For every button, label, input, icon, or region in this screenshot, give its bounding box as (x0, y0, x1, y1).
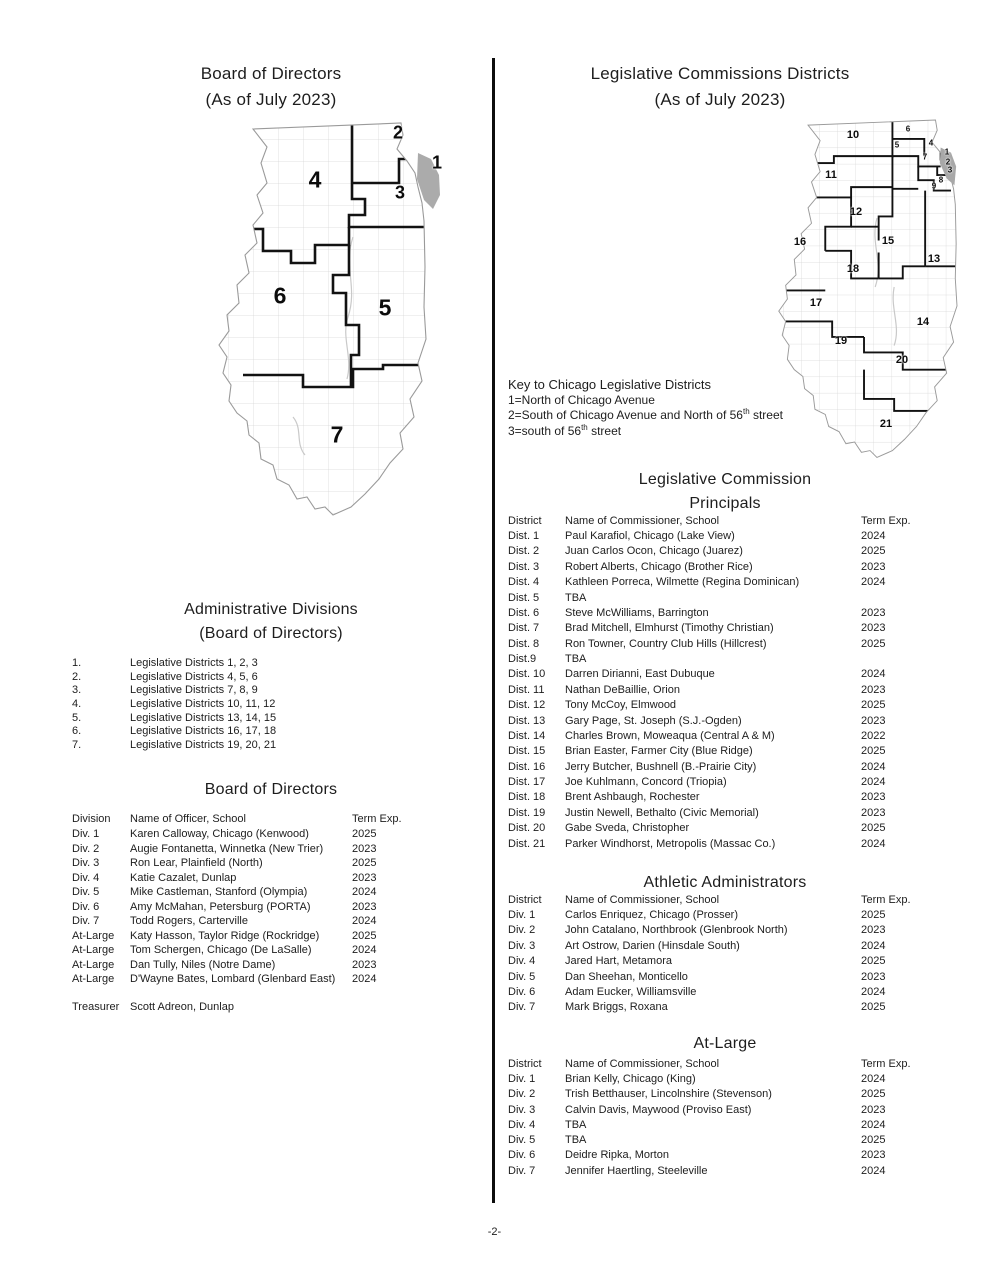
table-cell: Augie Fontanetta, Winnetka (New Trier) (130, 842, 324, 855)
right-page-subtitle: (As of July 2023) (654, 90, 786, 109)
table-cell: Div. 7 (72, 915, 100, 928)
table-cell: Ron Lear, Plainfield (North) (130, 857, 263, 870)
district-label: 18 (846, 263, 860, 275)
table-cell: 2022 (861, 729, 886, 742)
table-cell: Div. 4 (508, 955, 536, 968)
table-cell: Jared Hart, Metamora (565, 955, 672, 968)
board-table-header (72, 813, 422, 828)
column-header: Name of Commissioner, School (565, 1058, 720, 1070)
table-cell: Dist. 2 (508, 545, 540, 558)
board-of-directors-district-map (203, 117, 462, 517)
table-cell: 2024 (861, 530, 886, 542)
table-cell: 2025 (861, 955, 886, 968)
table-cell: TBA (565, 1118, 587, 1131)
table-cell: 2023 (352, 871, 377, 884)
table-cell: Justin Newell, Bethalto (Civic Memorial) (565, 806, 759, 819)
table-row (508, 1088, 921, 1103)
table-cell: Div. 1 (508, 909, 536, 921)
table-row (72, 959, 422, 974)
table-cell: Ron Towner, Country Club Hills (Hillcrest) (565, 637, 767, 650)
table-cell: Div. 4 (72, 871, 100, 884)
table-cell: Legislative Districts 16, 17, 18 (130, 725, 277, 738)
page-number: -2- (487, 1226, 502, 1238)
table-cell: Brent Ashbaugh, Rochester (565, 791, 700, 804)
table-row (508, 971, 921, 986)
chicago-key-title: Key to Chicago Legislative Districts (508, 377, 712, 392)
table-cell: 2023 (352, 958, 377, 971)
column-header: Term Exp. (352, 813, 402, 825)
table-row (508, 622, 921, 637)
district-label: 4 (308, 166, 322, 193)
table-row (508, 576, 921, 591)
table-cell: Nathan DeBaillie, Orion (565, 683, 680, 696)
table-cell: Dist. 7 (508, 622, 540, 635)
table-row (508, 668, 921, 683)
table-cell: Dist. 14 (508, 729, 546, 742)
table-cell: Dist. 10 (508, 668, 546, 681)
table-cell: 2024 (352, 944, 377, 957)
table-cell: 2025 (861, 1001, 886, 1014)
table-cell: 2025 (861, 1134, 886, 1147)
district-label: 7 (922, 152, 928, 162)
table-cell: 2023 (861, 714, 886, 727)
column-header: Division (72, 813, 111, 825)
table-cell: Dist. 21 (508, 837, 546, 850)
table-cell: 2. (72, 670, 82, 683)
board-table-title: Board of Directors (204, 781, 338, 798)
table-cell: 2023 (861, 924, 886, 937)
admin-divisions-title: Administrative Divisions (184, 601, 358, 618)
table-row (72, 843, 422, 858)
table-cell: Charles Brown, Moweaqua (Central A & M) (565, 729, 775, 742)
table-row (508, 745, 921, 760)
table-cell: Div. 6 (72, 900, 100, 913)
table-cell: Mike Castleman, Stanford (Olympia) (130, 886, 308, 899)
table-row (508, 638, 921, 653)
table-row (508, 1134, 921, 1149)
table-cell: 2025 (861, 545, 886, 558)
table-cell: 2024 (861, 939, 886, 952)
table-cell: Div. 1 (72, 828, 100, 840)
table-cell: Tom Schergen, Chicago (De LaSalle) (130, 944, 312, 957)
table-cell: 2024 (861, 576, 886, 589)
table-cell: D'Wayne Bates, Lombard (Glenbard East) (130, 973, 336, 986)
district-label: 11 (825, 169, 837, 181)
table-cell: 2025 (861, 699, 886, 712)
left-page-title: Board of Directors (200, 64, 342, 83)
district-label: 7 (330, 421, 344, 448)
table-cell (861, 653, 921, 668)
table-row (508, 1149, 921, 1164)
table-row (508, 545, 921, 560)
table-cell: Dist. 20 (508, 822, 546, 835)
table-cell: 2023 (861, 622, 886, 635)
table-cell: 7. (72, 739, 82, 752)
table-cell: 2024 (861, 668, 886, 681)
table-cell: Dist. 17 (508, 776, 546, 788)
table-cell: Gary Page, St. Joseph (S.J.-Ogden) (565, 714, 742, 727)
table-cell: Div. 2 (72, 842, 100, 855)
table-cell: Amy McMahan, Petersburg (PORTA) (130, 900, 311, 913)
table-row (508, 822, 921, 837)
district-label: 1 (431, 152, 443, 173)
table-cell: 2024 (861, 1164, 886, 1177)
table-cell: Gabe Sveda, Christopher (565, 822, 690, 835)
table-cell: 2024 (861, 1118, 886, 1131)
district-label: 6 (905, 124, 911, 134)
table-row (508, 791, 921, 806)
table-row (72, 671, 452, 685)
table-cell: Dist.9 (508, 653, 537, 665)
district-label: 21 (879, 418, 893, 430)
table-cell: 2023 (861, 560, 886, 573)
table-cell: 2024 (861, 760, 886, 773)
athletic-table-header (508, 894, 921, 909)
column-header: Term Exp. (861, 515, 911, 527)
district-label: 19 (834, 335, 848, 347)
table-cell: Div. 4 (508, 1118, 536, 1131)
table-row (508, 592, 921, 607)
table-row (72, 915, 422, 930)
column-header: District (508, 515, 542, 527)
table-cell: Katie Cazalet, Dunlap (130, 871, 237, 884)
district-label: 3 (947, 165, 953, 175)
table-row (508, 653, 921, 668)
table-cell: Legislative Districts 19, 20, 21 (130, 739, 277, 752)
table-cell: Brian Kelly, Chicago (King) (565, 1073, 696, 1085)
athletic-table-rows (508, 909, 921, 1017)
table-row (72, 725, 452, 739)
table-cell: Dist. 11 (508, 683, 545, 696)
table-cell: Div. 3 (508, 1103, 536, 1116)
table-cell: 1. (72, 657, 82, 669)
table-cell: Dist. 16 (508, 760, 546, 773)
table-cell: Dist. 5 (508, 591, 540, 604)
treasurer-row (72, 1001, 422, 1016)
table-row (72, 712, 452, 726)
table-cell: Mark Briggs, Roxana (565, 1001, 668, 1014)
district-label: 13 (927, 253, 941, 265)
district-label: 6 (273, 282, 287, 309)
district-label: 5 (894, 140, 900, 150)
district-label: 2 (945, 157, 951, 167)
table-cell: At-Large (72, 958, 115, 971)
table-cell: Div. 2 (508, 1088, 536, 1101)
table-cell: 2024 (861, 837, 886, 850)
table-cell: Div. 7 (508, 1001, 536, 1014)
table-cell: 2024 (352, 915, 377, 928)
table-cell: Div. 6 (508, 985, 536, 998)
table-row (508, 530, 921, 545)
table-row (508, 986, 921, 1001)
table-cell: 2024 (861, 1073, 886, 1085)
table-cell: Dist. 6 (508, 606, 540, 619)
table-row (508, 730, 921, 745)
table-cell: TBA (565, 1134, 587, 1147)
district-label: 20 (895, 354, 909, 366)
table-row (508, 940, 921, 955)
table-cell: 2025 (861, 745, 886, 758)
table-cell: Dan Sheehan, Monticello (565, 970, 688, 983)
table-row (72, 973, 422, 988)
table-cell: Dist. 18 (508, 791, 546, 804)
column-header: Term Exp. (861, 1058, 911, 1070)
district-label: 1 (944, 147, 950, 157)
table-cell: Brian Easter, Farmer City (Blue Ridge) (565, 745, 753, 758)
at-large-table-header (508, 1058, 921, 1073)
chicago-key-line-1: 1=North of Chicago Avenue (508, 393, 655, 407)
table-cell: 2025 (861, 909, 886, 921)
table-cell: 2025 (352, 828, 377, 840)
table-cell: Karen Calloway, Chicago (Kenwood) (130, 828, 309, 840)
table-cell: Legislative Districts 10, 11, 12 (130, 698, 276, 711)
table-cell: Katy Hasson, Taylor Ridge (Rockridge) (130, 929, 320, 942)
table-row (72, 930, 422, 945)
admin-divisions-subtitle: (Board of Directors) (199, 625, 343, 642)
table-cell: Dist. 3 (508, 560, 540, 573)
table-cell: Jennifer Haertling, Steeleville (565, 1164, 708, 1177)
at-large-table-rows (508, 1073, 921, 1180)
table-cell: Div. 5 (72, 886, 100, 899)
table-cell: Carlos Enriquez, Chicago (Prosser) (565, 909, 739, 921)
left-page-subtitle: (As of July 2023) (205, 90, 337, 109)
right-page-title: Legislative Commissions Districts (590, 64, 850, 83)
district-label: 2 (392, 122, 404, 143)
table-cell: 2023 (861, 1103, 886, 1116)
table-cell: Div. 5 (508, 970, 536, 983)
table-cell: Div. 6 (508, 1149, 536, 1162)
table-cell: Div. 2 (508, 924, 536, 937)
table-cell: Robert Alberts, Chicago (Brother Rice) (565, 560, 753, 573)
principals-title: Legislative Commission (638, 471, 812, 488)
table-row (508, 909, 921, 924)
table-cell: Juan Carlos Ocon, Chicago (Juarez) (565, 545, 743, 558)
column-header: District (508, 894, 542, 906)
table-cell: Treasurer (72, 1001, 120, 1013)
table-cell: Dist. 8 (508, 637, 540, 650)
table-cell: Adam Eucker, Williamsville (565, 985, 697, 998)
table-cell: 2023 (861, 683, 886, 696)
table-row (508, 1104, 921, 1119)
table-cell: Legislative Districts 1, 2, 3 (130, 657, 258, 669)
table-cell: 5. (72, 711, 82, 724)
table-cell: Trish Betthauser, Lincolnshire (Stevenson) (565, 1088, 772, 1101)
table-cell: Dist. 15 (508, 745, 546, 758)
table-cell: 2023 (861, 606, 886, 619)
table-row (508, 1165, 921, 1180)
table-cell: Div. 5 (508, 1134, 536, 1147)
illinois-map (203, 117, 462, 517)
district-label: 10 (846, 129, 860, 141)
table-cell: Scott Adreon, Dunlap (130, 1001, 234, 1013)
district-label: 8 (938, 175, 944, 185)
table-row (508, 1001, 921, 1016)
table-cell (861, 592, 921, 607)
table-row (72, 828, 422, 843)
table-row (508, 838, 921, 853)
table-cell: Div. 3 (72, 857, 100, 870)
table-cell: 2024 (352, 886, 377, 899)
table-cell: Dist. 12 (508, 699, 546, 712)
column-header: District (508, 1058, 542, 1070)
principals-table-rows (508, 530, 921, 853)
table-cell: TBA (565, 591, 587, 604)
table-cell: Dan Tully, Niles (Notre Dame) (130, 958, 276, 971)
district-label: 9 (931, 181, 937, 191)
principals-table-header (508, 515, 921, 530)
table-cell: Div. 1 (508, 1073, 536, 1085)
table-cell: 2025 (861, 822, 886, 835)
table-row (508, 561, 921, 576)
table-row (508, 715, 921, 730)
table-cell: 2023 (352, 842, 377, 855)
column-header: Name of Officer, School (130, 813, 246, 825)
table-cell: Dist. 4 (508, 576, 540, 589)
table-cell: 3. (72, 684, 82, 697)
table-cell: Paul Karafiol, Chicago (Lake View) (565, 530, 735, 542)
chicago-key-line-3: 3=south of 56th street (508, 423, 622, 438)
table-cell: Darren Dirianni, East Dubuque (565, 668, 715, 681)
table-cell: 4. (72, 698, 82, 711)
admin-divisions-list (72, 657, 452, 753)
table-row (508, 776, 921, 791)
table-cell: 2025 (352, 857, 377, 870)
table-cell: Steve McWilliams, Barrington (565, 606, 709, 619)
table-row (72, 857, 422, 872)
table-cell: 2023 (861, 791, 886, 804)
table-cell: Dist. 13 (508, 714, 546, 727)
table-row (72, 684, 452, 698)
table-cell: John Catalano, Northbrook (Glenbrook North) (565, 924, 788, 937)
table-row (508, 699, 921, 714)
table-cell: Legislative Districts 7, 8, 9 (130, 684, 258, 697)
table-cell: Div. 7 (508, 1164, 536, 1177)
board-table-rows (72, 828, 422, 988)
district-label: 16 (793, 236, 807, 248)
table-row (508, 807, 921, 822)
table-row (508, 955, 921, 970)
illinois-map (765, 112, 988, 462)
table-cell: 2025 (861, 1088, 886, 1101)
table-cell: Legislative Districts 4, 5, 6 (130, 670, 258, 683)
table-row (508, 924, 921, 939)
column-divider (492, 58, 495, 1203)
table-cell: Brad Mitchell, Elmhurst (Timothy Christian) (565, 622, 774, 635)
table-cell: 6. (72, 725, 82, 738)
table-cell: Tony McCoy, Elmwood (565, 699, 677, 712)
table-cell: Jerry Butcher, Bushnell (B.-Prairie City) (565, 760, 757, 773)
table-row (508, 1073, 921, 1088)
table-cell: TBA (565, 653, 587, 665)
table-cell: Calvin Davis, Maywood (Proviso East) (565, 1103, 752, 1116)
chicago-key-line-2: 2=South of Chicago Avenue and North of 56th street (508, 407, 783, 422)
table-row (72, 872, 422, 887)
table-cell: Legislative Districts 13, 14, 15 (130, 711, 277, 724)
district-label: 12 (849, 206, 863, 218)
table-cell: Div. 3 (508, 939, 536, 952)
table-cell: Joe Kuhlmann, Concord (Triopia) (565, 776, 727, 788)
table-cell: 2025 (352, 929, 377, 942)
table-cell: Dist. 19 (508, 806, 546, 819)
table-cell: Todd Rogers, Carterville (130, 915, 248, 928)
table-cell: Parker Windhorst, Metropolis (Massac Co.) (565, 837, 776, 850)
district-label: 15 (881, 235, 895, 247)
table-row (72, 901, 422, 916)
district-label: 4 (928, 138, 934, 148)
legislative-commission-district-map (765, 112, 988, 462)
table-cell: 2024 (861, 776, 886, 788)
table-cell: At-Large (72, 973, 115, 986)
table-row (508, 1119, 921, 1134)
district-label: 14 (916, 316, 930, 328)
at-large-title: At-Large (693, 1035, 757, 1052)
table-cell: 2023 (352, 900, 377, 913)
table-cell: Art Ostrow, Darien (Hinsdale South) (565, 939, 740, 952)
table-cell: 2023 (861, 970, 886, 983)
table-cell: Dist. 1 (508, 530, 540, 542)
table-row (508, 684, 921, 699)
table-cell: At-Large (72, 944, 115, 957)
table-row (72, 739, 452, 753)
table-cell: 2023 (861, 806, 886, 819)
column-header: Term Exp. (861, 894, 911, 906)
table-cell: Deidre Ripka, Morton (565, 1149, 669, 1162)
table-row (508, 607, 921, 622)
column-header: Name of Commissioner, School (565, 515, 720, 527)
table-row (72, 698, 452, 712)
table-row (72, 886, 422, 901)
table-cell: 2023 (861, 1149, 886, 1162)
principals-subtitle: Principals (689, 495, 761, 512)
column-header: Name of Commissioner, School (565, 894, 720, 906)
table-row (508, 761, 921, 776)
table-cell (352, 1001, 410, 1016)
athletic-title: Athletic Administrators (643, 874, 807, 891)
district-label: 17 (809, 297, 823, 309)
table-cell: 2025 (861, 637, 886, 650)
table-row (72, 944, 422, 959)
table-cell: Kathleen Porreca, Wilmette (Regina Dominican) (565, 576, 800, 589)
table-row (72, 657, 452, 671)
table-cell: 2024 (352, 973, 377, 986)
district-label: 3 (394, 182, 406, 203)
district-label: 5 (378, 294, 392, 321)
table-cell: 2024 (861, 985, 886, 998)
table-cell: At-Large (72, 929, 115, 942)
